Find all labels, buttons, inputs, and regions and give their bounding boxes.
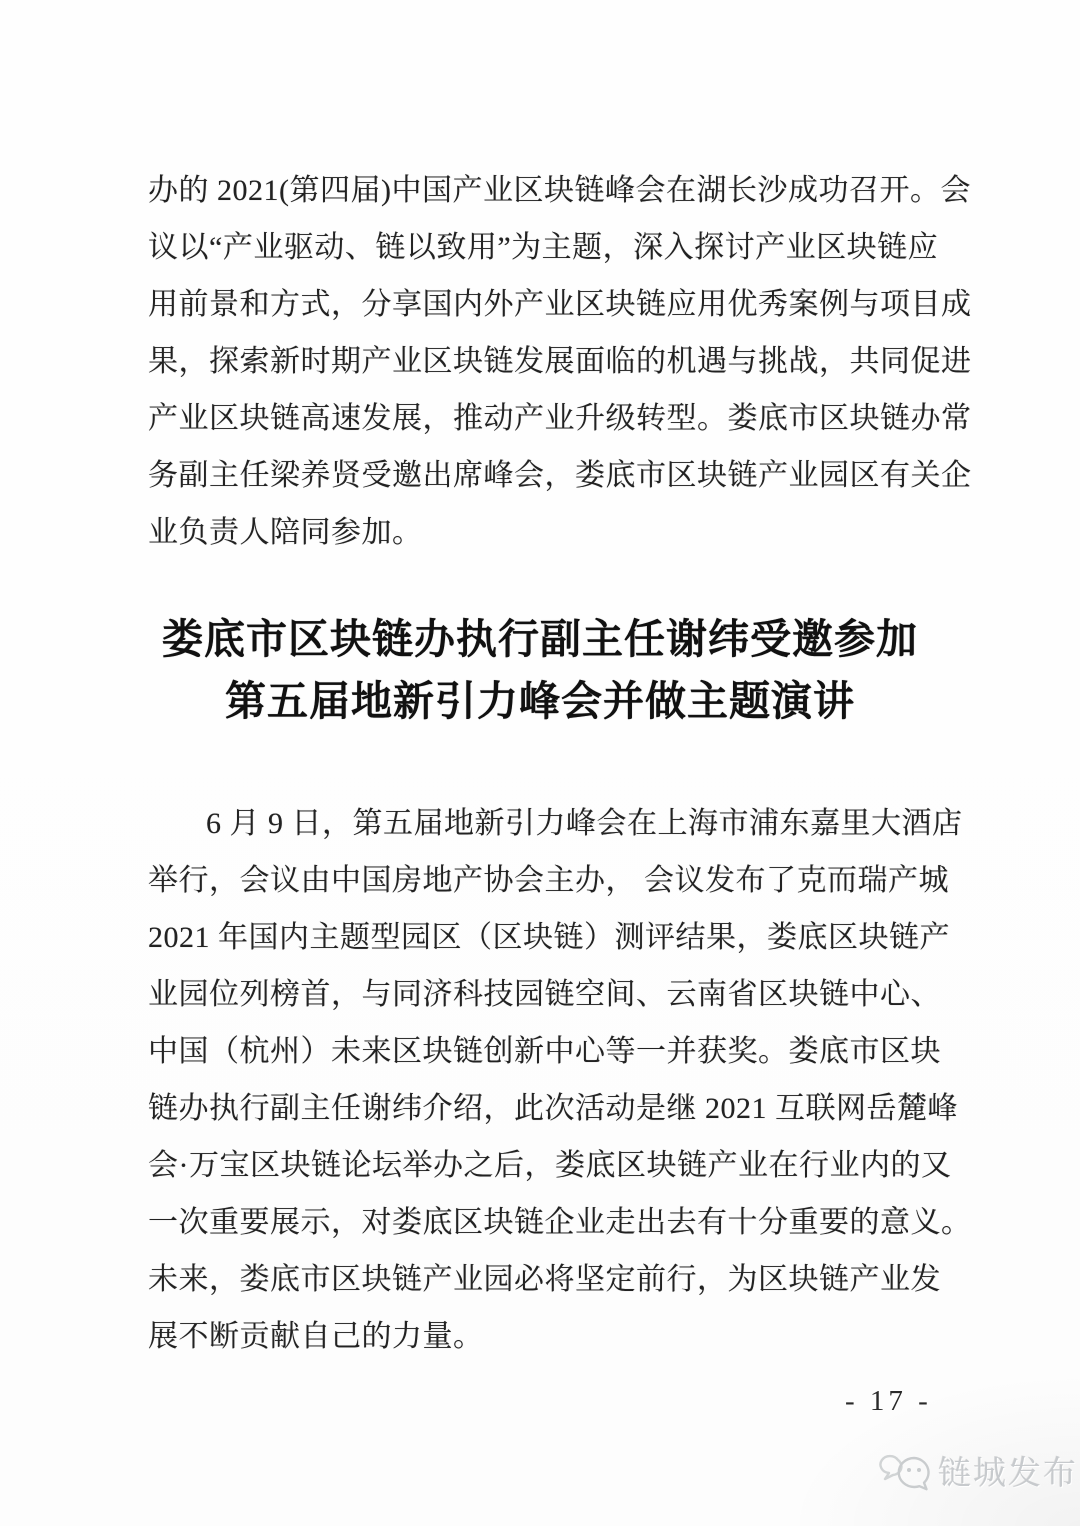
text-line: 一次重要展示，对娄底区块链企业走出去有十分重要的意义。 (148, 1206, 972, 1239)
text-line: 业园位列榜首，与同济科技园链空间、云南省区块链中心、 (148, 978, 941, 1011)
heading-line-1: 娄底市区块链办执行副主任谢纬受邀参加 (162, 616, 918, 662)
paragraph-top (148, 162, 972, 561)
page-number: - 17 - (845, 1385, 932, 1417)
text-line: 展不断贡献自己的力量。 (148, 1320, 484, 1353)
text-line: 果，探索新时期产业区块链发展面临的机遇与挑战，共同促进 (148, 345, 972, 378)
text-line: 2021 年国内主题型园区（区块链）测评结果，娄底区块链产 (148, 921, 950, 954)
text-line: 6 月 9 日，第五届地新引力峰会在上海市浦东嘉里大酒店 (206, 807, 963, 840)
text-line: 业负责人陪同参加。 (148, 516, 423, 549)
paragraph-main (148, 795, 972, 1365)
publisher-watermark (878, 1450, 1078, 1496)
text-line: 办的 2021(第四届)中国产业区块链峰会在湖长沙成功召开。会 (148, 174, 971, 207)
text-line: 务副主任梁养贤受邀出席峰会，娄底市区块链产业园区有关企 (148, 459, 972, 492)
text-line: 举行，会议由中国房地产协会主办， 会议发布了克而瑞产城 (148, 864, 949, 897)
heading-line-2: 第五届地新引力峰会并做主题演讲 (225, 678, 855, 724)
text-line: 链办执行副主任谢纬介绍，此次活动是继 2021 互联网岳麓峰 (148, 1092, 958, 1125)
text-line: 产业区块链高速发展，推动产业升级转型。娄底市区块链办常 (148, 402, 972, 435)
section-heading (90, 608, 990, 732)
text-line: 会·万宝区块链论坛举办之后，娄底区块链产业在行业内的又 (148, 1149, 952, 1182)
watermark-label: 链城发布 (938, 1454, 1078, 1491)
wechat-bubbles-icon (878, 1450, 934, 1496)
text-line: 用前景和方式，分享国内外产业区块链应用优秀案例与项目成 (148, 288, 972, 321)
text-line: 未来，娄底市区块链产业园必将坚定前行，为区块链产业发 (148, 1263, 941, 1296)
text-line: 议以“产业驱动、链以致用”为主题，深入探讨产业区块链应 (148, 231, 939, 264)
text-line: 中国（杭州）未来区块链创新中心等一并获奖。娄底市区块 (148, 1035, 941, 1068)
